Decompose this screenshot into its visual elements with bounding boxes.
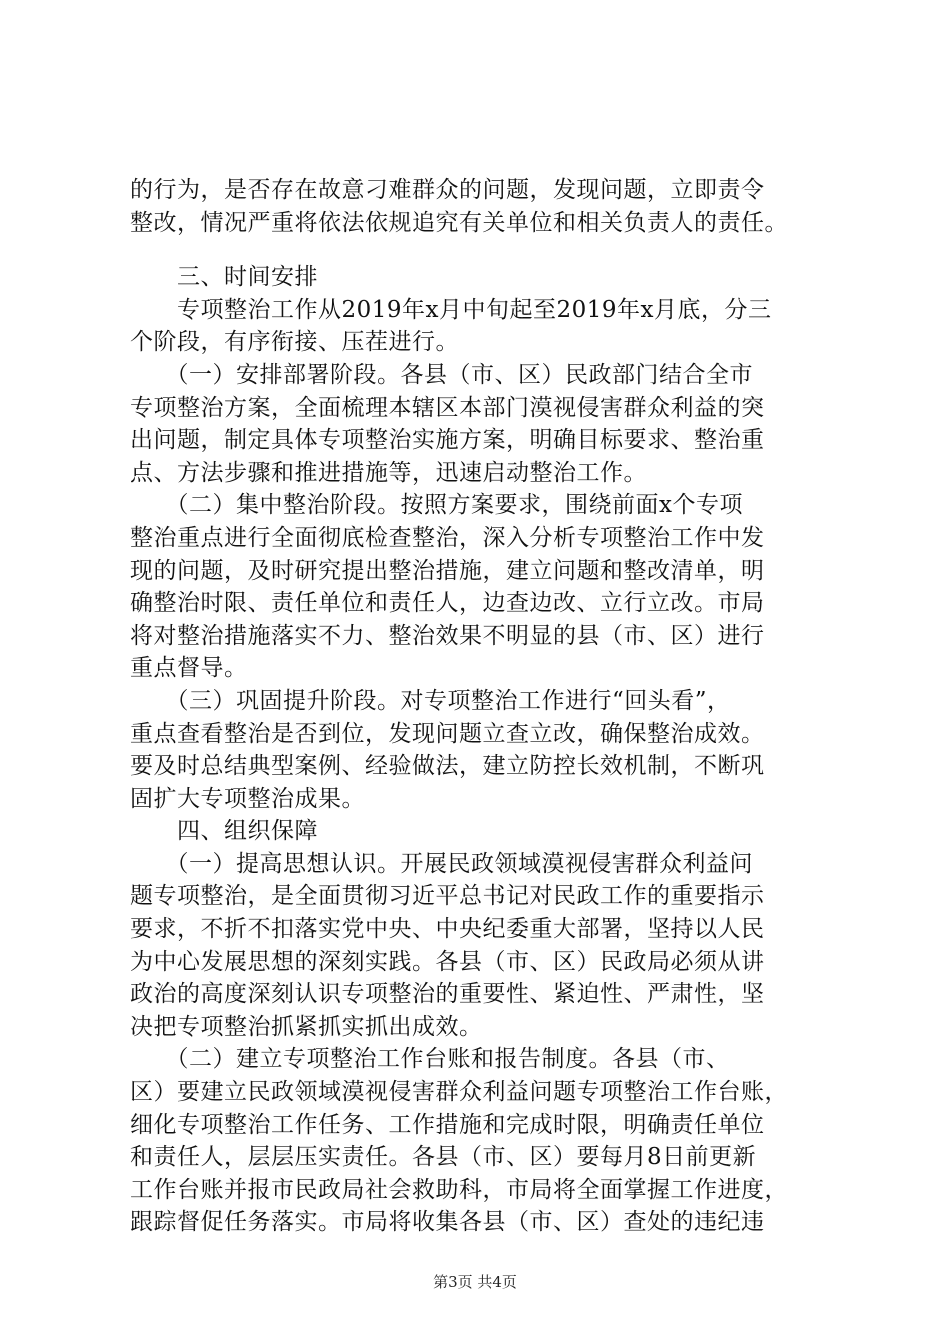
text-line: 要及时总结典型案例、经验做法，建立防控长效机制，不断巩	[130, 753, 765, 780]
text-line: 的行为，是否存在故意刁难群众的问题，发现问题，立即责令	[130, 177, 765, 203]
text-line: 重点查看整治是否到位，发现问题立查立改，确保整治成效。	[130, 720, 765, 747]
text-line: 要求，不折不扣落实党中央、中央纪委重大部署，坚持以人民	[130, 916, 765, 943]
text-line: 将对整治措施落实不力、整治效果不明显的县（市、区）进行	[130, 622, 765, 649]
text-line: 工作台账并报市民政局社会救助科，市局将全面掌握工作进度，	[130, 1176, 788, 1203]
text-line: 固扩大专项整治成果。	[130, 785, 365, 812]
text-line: 整治重点进行全面彻底检查整治，深入分析专项整治工作中发	[130, 524, 765, 551]
text-line: 题专项整治，是全面贯彻习近平总书记对民政工作的重要指示	[130, 883, 765, 910]
text-line: 跟踪督促任务落实。市局将收集各县（市、区）查处的违纪违	[130, 1209, 765, 1236]
text-line: 为中心发展思想的深刻实践。各县（市、区）民政局必须从讲	[130, 948, 765, 975]
text-line: （一）安排部署阶段。各县（市、区）民政部门结合全市	[130, 361, 753, 388]
section-heading: 三、时间安排	[130, 264, 318, 291]
section-heading: 四、组织保障	[130, 818, 318, 845]
text-line: 个阶段，有序衔接、压茬进行。	[130, 329, 459, 356]
text-line: 和责任人，层层压实责任。各县（市、区）要每月8日前更新	[130, 1144, 757, 1171]
text-line: 点、方法步骤和推进措施等，迅速启动整治工作。	[130, 459, 647, 486]
page-number-footer: 第3页 共4页	[433, 1273, 517, 1291]
text-line: 专项整治方案，全面梳理本辖区本部门漠视侵害群众利益的突	[130, 394, 765, 421]
text-line: 出问题，制定具体专项整治实施方案，明确目标要求、整治重	[130, 427, 765, 454]
text-line: 整改，情况严重将依法依规追究有关单位和相关负责人的责任。	[130, 209, 788, 236]
text-line: 重点督导。	[130, 655, 248, 682]
text-line: 现的问题，及时研究提出整治措施，建立问题和整改清单，明	[130, 557, 765, 584]
text-line: （三）巩固提升阶段。对专项整治工作进行“回头看”，	[130, 687, 731, 714]
text-line: 决把专项整治抓紧抓实抓出成效。	[130, 1013, 483, 1040]
document-body	[130, 174, 830, 1239]
text-line: 政治的高度深刻认识专项整治的重要性、紧迫性、严肃性，坚	[130, 981, 765, 1008]
blank-line	[130, 239, 830, 261]
text-line: 专项整治工作从2019年x月中旬起至2019年x月底，分三	[130, 296, 772, 323]
text-line: （一）提高思想认识。开展民政领域漠视侵害群众利益问	[130, 850, 753, 877]
text-line: 细化专项整治工作任务、工作措施和完成时限，明确责任单位	[130, 1111, 765, 1138]
text-line: 确整治时限、责任单位和责任人，边查边改、立行立改。市局	[130, 590, 765, 617]
text-line: 区）要建立民政领域漠视侵害群众利益问题专项整治工作台账，	[130, 1079, 788, 1106]
text-line: （二）集中整治阶段。按照方案要求，围绕前面x个专项	[130, 492, 743, 519]
text-line: （二）建立专项整治工作台账和报告制度。各县（市、	[130, 1046, 730, 1073]
